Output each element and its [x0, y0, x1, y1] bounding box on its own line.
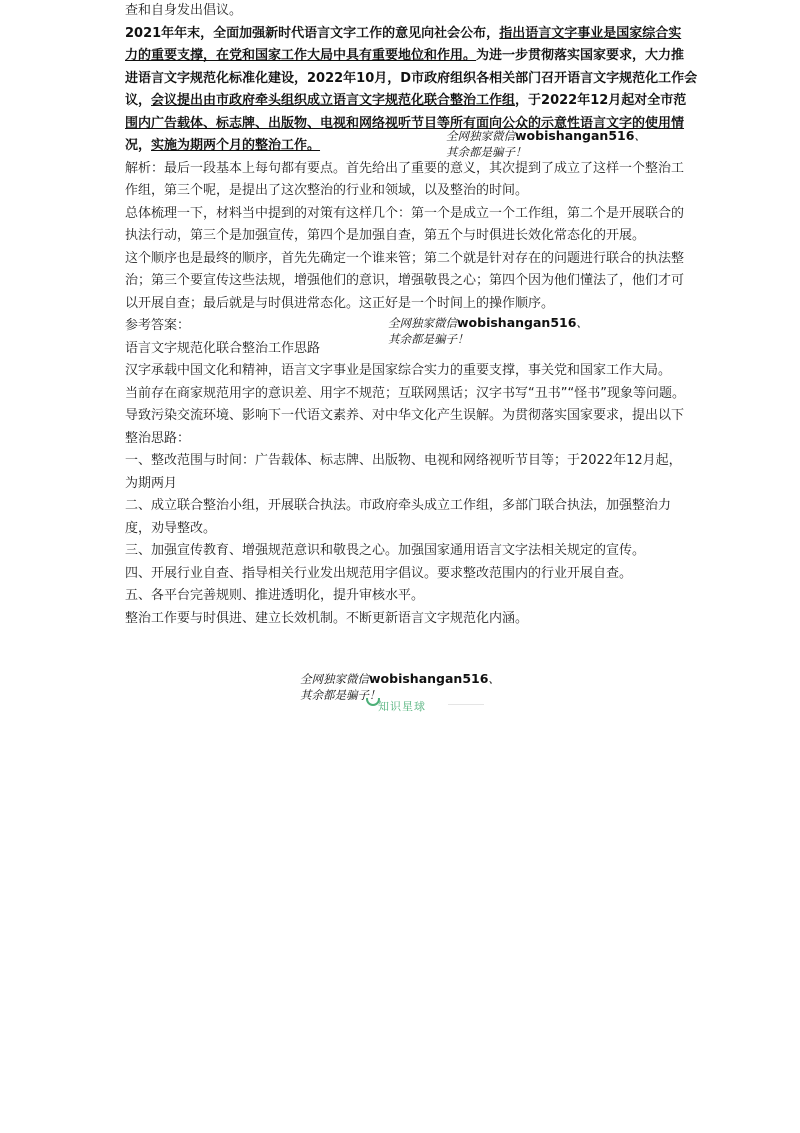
material-line-6: 况，实施为期两个月的整治工作。	[125, 138, 321, 153]
answer-line: 导致污染交流环境、影响下一代语文素养、对中华文化产生误解。为贯彻落实国家要求，提出以下	[125, 408, 685, 423]
answer-line: 一、整改范围与时间：广告载体、标志牌、出版物、电视和网络视听节目等；于2022年12月起，	[125, 453, 682, 468]
watermark-1: 全网独家微信wobishangan516、 其余都是骗子！	[446, 128, 646, 159]
material-line-2: 力的重要支撑，在党和国家工作大局中具有重要地位和作用。为进一步贯彻落实国家要求，大力推	[125, 48, 685, 63]
answer-line: 度，劝导整改。	[125, 520, 217, 536]
material-line-4: 议，会议提出由市政府牵头组织成立语言文字规范化联合整治工作组，于2022年12月起对全市范	[125, 93, 687, 108]
answer-line: 整治思路：	[125, 430, 191, 446]
answer-label: 参考答案：	[125, 318, 191, 333]
answer-body	[125, 360, 685, 630]
analysis-line: 这个顺序也是最终的顺序，首先先确定一个谁来管；第二个就是针对存在的问题进行联合的执法整	[125, 250, 685, 266]
answer-line: 为期两月	[125, 475, 178, 491]
material-line-5: 围内广告载体、标志牌、出版物、电视和网络视听节目等所有面向公众的示意性语言文字的使用情	[125, 115, 685, 131]
zsxq-logo	[364, 698, 486, 712]
watermark-3: 全网独家微信wobishangan516、 其余都是骗子！	[300, 671, 500, 702]
logo-text: 知识星球	[378, 700, 426, 712]
analysis-line: 总体梳理一下，材料当中提到的对策有这样几个：第一个是成立一个工作组，第二个是开展联合的	[125, 205, 685, 221]
answer-line: 整治工作要与时俱进、建立长效机制。不断更新语言文字规范化内涵。	[125, 610, 529, 626]
answer-line: 汉字承载中国文化和精神，语言文字事业是国家综合实力的重要支撑，事关党和国家工作大局。	[125, 363, 672, 378]
watermark-2: 全网独家微信wobishangan516、 其余都是骗子！	[388, 315, 588, 346]
answer-line: 二、成立联合整治小组，开展联合执法。市政府牵头成立工作组，多部门联合执法，加强整治力	[125, 498, 672, 513]
material-line-3: 进语言文字规范化标准化建设，2022年10月，D市政府组织各相关部门召开语言文字规范化工作会	[125, 70, 698, 86]
answer-title: 语言文字规范化联合整治工作思路	[125, 340, 321, 356]
analysis-line: 以开展自查；最后就是与时俱进常态化。这正好是一个时间上的操作顺序。	[125, 295, 555, 311]
analysis-line: 执法行动，第三个是加强宣传，第四个是加强自查，第五个与时俱进长效化常态化的开展。	[125, 228, 646, 243]
answer-line: 当前存在商家规范用字的意识差、用字不规范；互联网黑话；汉字书写“丑书”“怪书”现象等问题。	[125, 385, 685, 401]
answer-line: 四、开展行业自查、指导相关行业发出规范用字倡议。要求整改范围内的行业开展自查。	[125, 565, 633, 581]
analysis-line: 作组，第三个呢，是提出了这次整治的行业和领域，以及整治的时间。	[125, 183, 529, 198]
answer-line: 三、加强宣传教育、增强规范意识和敬畏之心。加强国家通用语言文字法相关规定的宣传。	[125, 543, 646, 558]
answer-line: 五、各平台完善规则、推进透明化，提升审核水平。	[125, 588, 425, 603]
material-line-1: 2021年年末，全面加强新时代语言文字工作的意见向社会公布，指出语言文字事业是国家综合实	[125, 25, 682, 41]
analysis-line: 解析：最后一段基本上每句都有要点。首先给出了重要的意义，其次提到了成立了这样一个整治工	[125, 160, 685, 176]
analysis-section	[125, 158, 685, 316]
logo-divider	[448, 704, 484, 705]
analysis-line: 治；第三个要宣传这些法规，增强他们的意识，增强敬畏之心；第四个因为他们懂法了，他们才可	[125, 273, 685, 288]
intro-tail: 查和自身发出倡议。	[125, 3, 243, 18]
